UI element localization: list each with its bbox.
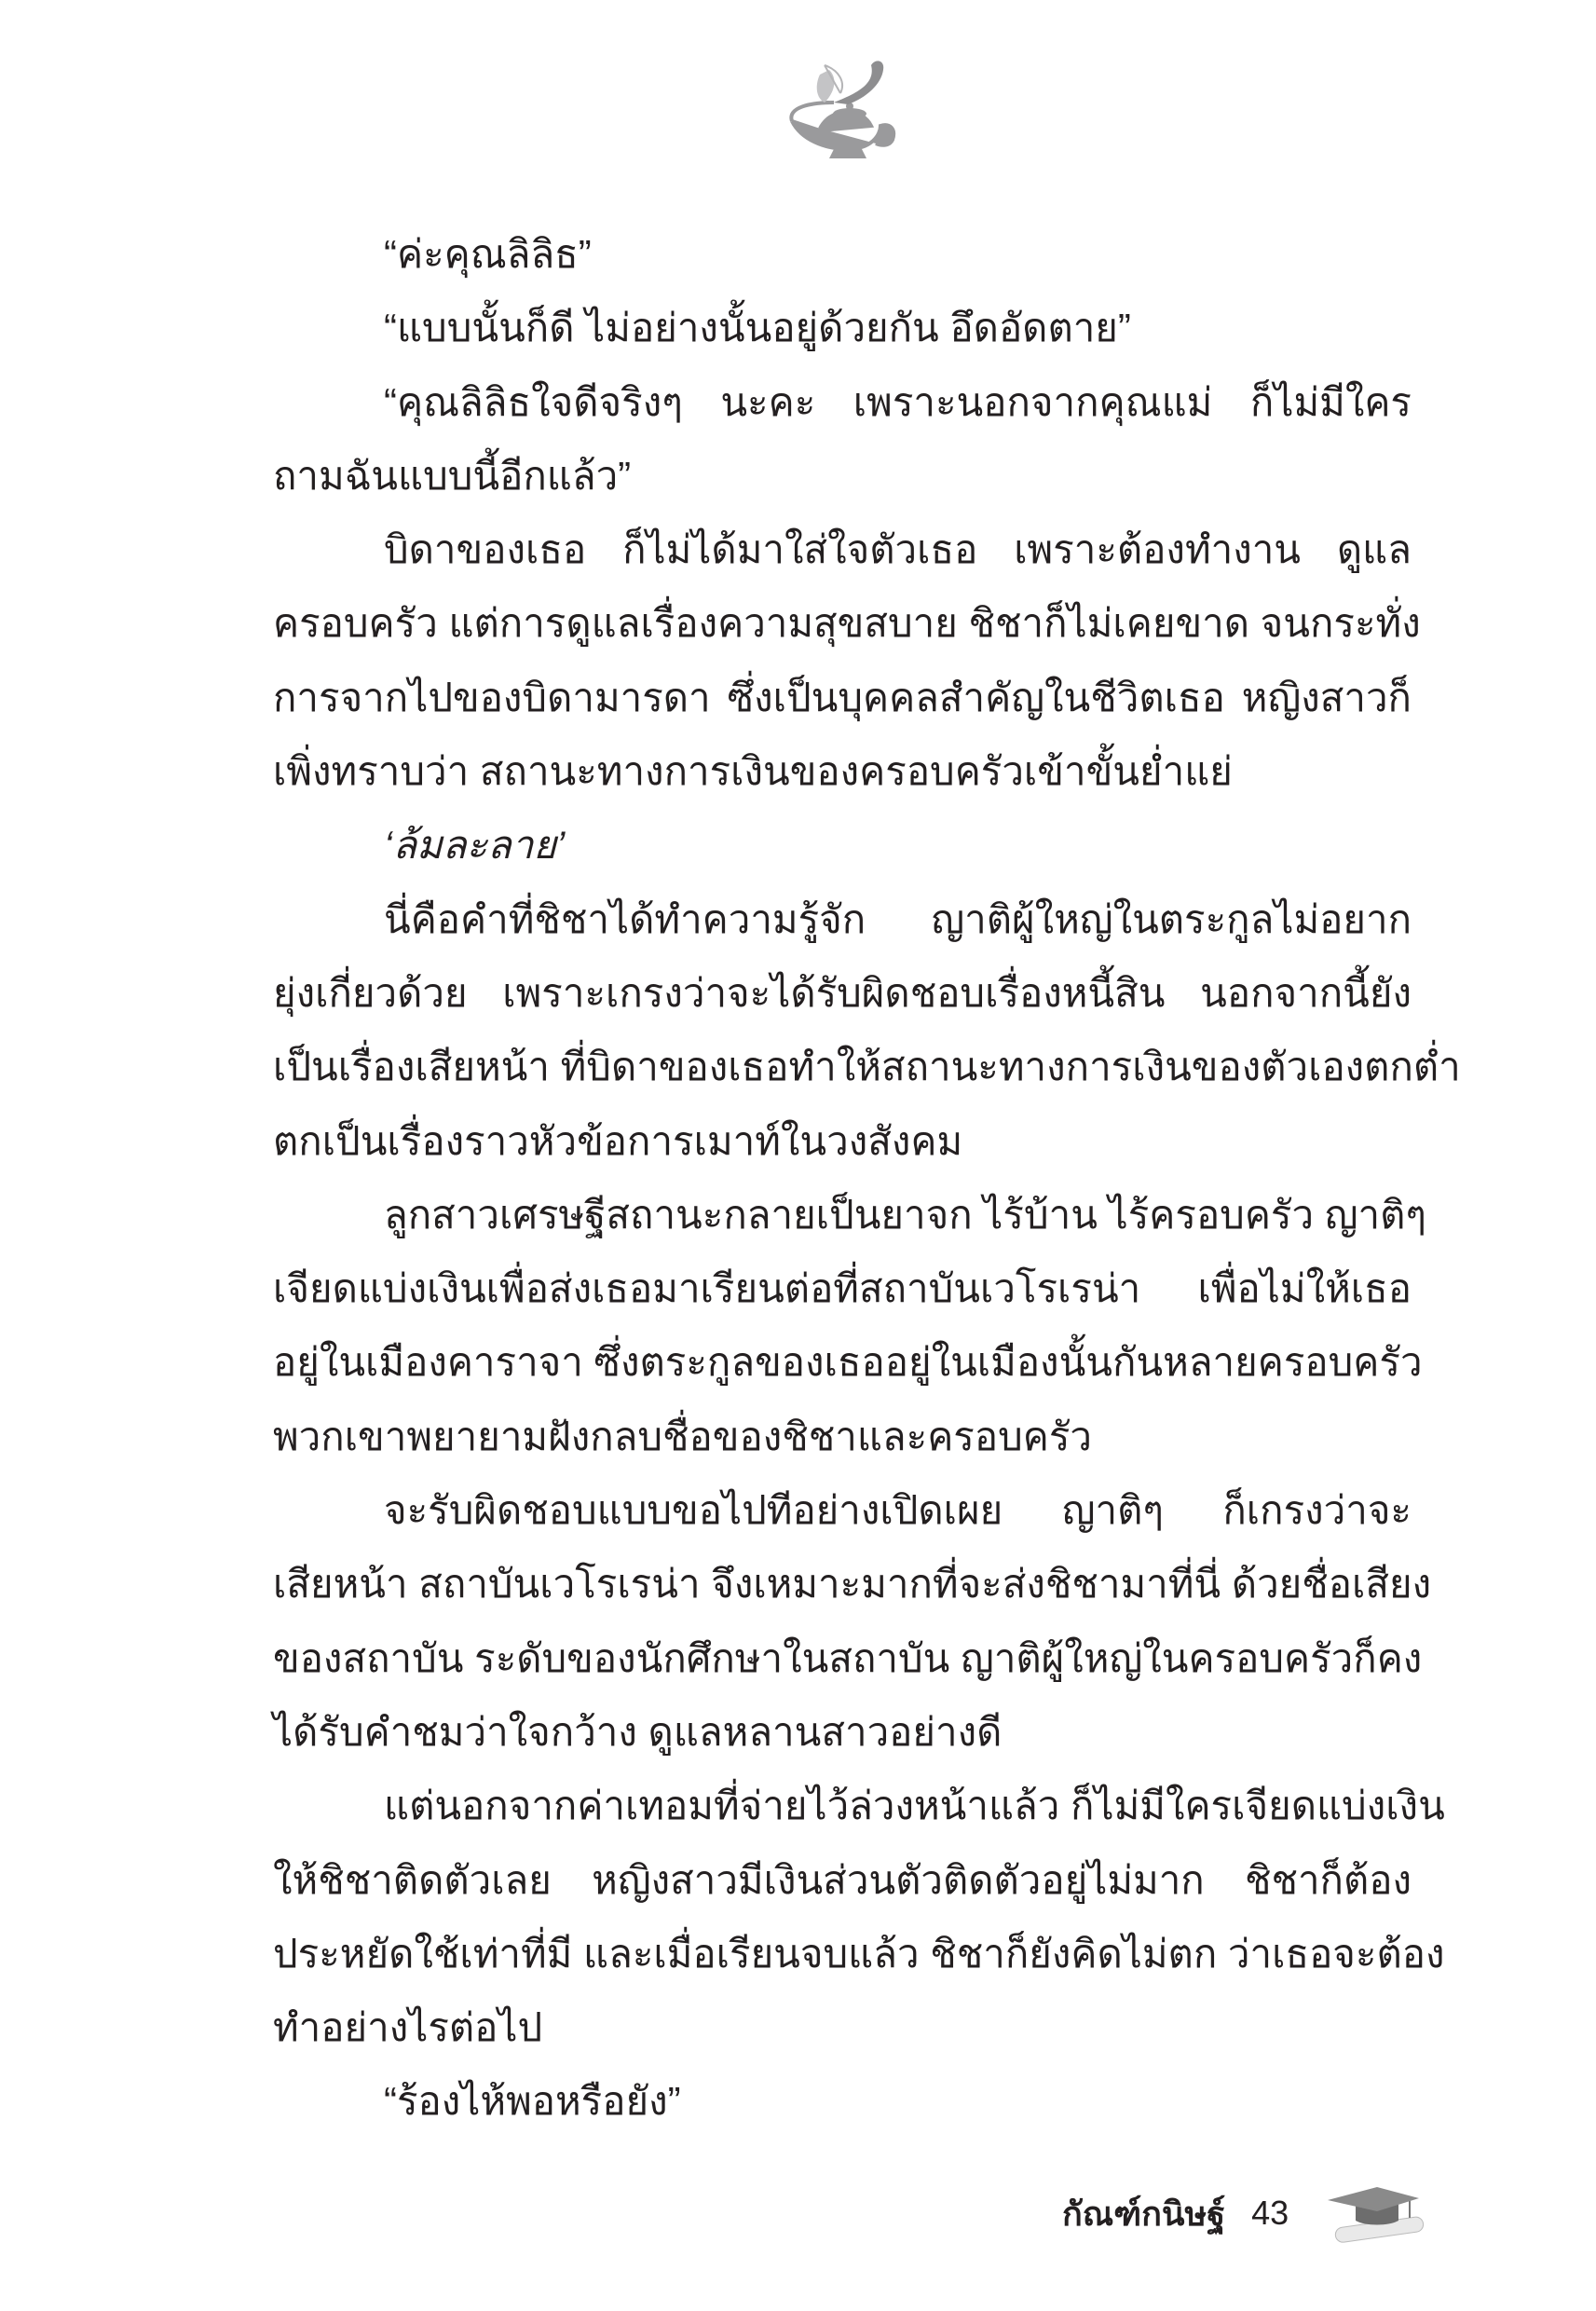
text-line: บิดาของเธอ ก็ไม่ได้มาใส่ใจตัวเธอ เพราะต้องทำงาน ดูแล	[384, 527, 1412, 572]
lamp-cupid-icon	[783, 56, 904, 172]
text-line: เป็นเรื่องเสียหน้า ที่บิดาของเธอทำให้สถานะทางการเงินของตัวเองตกต่ำ	[273, 1045, 1461, 1089]
text-line: ครอบครัว แต่การดูแลเรื่องความสุขสบาย ชิชาก็ไม่เคยขาด จนกระทั่ง	[273, 601, 1421, 646]
text-line: อยู่ในเมืองคาราจา ซึ่งตระกูลของเธออยู่ในเมืองนั้นกันหลายครอบครัว	[273, 1340, 1423, 1385]
text-line: ทำอย่างไรต่อไป	[273, 2005, 543, 2050]
paragraph	[273, 882, 1461, 1178]
text-line: จะรับผิดชอบแบบขอไปทีอย่างเปิดเผย ญาติๆ ก็เกรงว่าจะ	[384, 1488, 1412, 1533]
paragraph	[273, 365, 1412, 513]
text-line: เสียหน้า สถาบันเวโรเรน่า จึงเหมาะมากที่จะส่งชิชามาที่นี่ ด้วยชื่อเสียง	[273, 1562, 1432, 1607]
text-line: เพิ่งทราบว่า สถานะทางการเงินของครอบครัวเข้าขั้นย่ำแย่	[273, 749, 1233, 794]
text-line: ประหยัดใช้เท่าที่มี และเมื่อเรียนจบแล้ว ชิชาก็ยังคิดไม่ตก ว่าเธอจะต้อง	[273, 1931, 1445, 1976]
paragraph	[273, 808, 1412, 882]
text-line: การจากไปของบิดามารดา ซึ่งเป็นบุคคลสำคัญในชีวิตเธอ หญิงสาวก็	[273, 675, 1412, 719]
text-line: แต่นอกจากค่าเทอมที่จ่ายไว้ล่วงหน้าแล้ว ก็ไม่มีใครเจียดแบ่งเงิน	[384, 1784, 1445, 1828]
text-line: ลูกสาวเศรษฐีสถานะกลายเป็นยาจก ไร้บ้าน ไร้ครอบครัว ญาติๆ	[384, 1192, 1426, 1237]
text-line: ของสถาบัน ระดับของนักศึกษาในสถาบัน ญาติผู้ใหญ่ในครอบครัวก็คง	[273, 1635, 1423, 1680]
graduation-cap-diploma-icon	[1326, 2176, 1428, 2250]
paragraph	[273, 1769, 1445, 2064]
text-line: ตกเป็นเรื่องราวหัวข้อการเมาท์ในวงสังคม	[273, 1118, 963, 1163]
text-line: “คุณลิลิธใจดีจริงๆ นะคะ เพราะนอกจากคุณแม่ ก็ไม่มีใคร	[384, 379, 1412, 424]
text-line: ‘ล้มละลาย’	[384, 823, 566, 868]
text-line: พวกเขาพยายามฝังกลบชื่อของชิชาและครอบครัว	[273, 1414, 1092, 1458]
paragraph	[273, 513, 1421, 808]
body-text	[273, 217, 1461, 2139]
paragraph	[273, 1473, 1432, 1769]
book-title: กัณฑ์กนิษฐ์	[1062, 2194, 1226, 2233]
paragraph	[273, 1178, 1426, 1473]
text-line: ถามฉันแบบนี้อีกแล้ว”	[273, 453, 632, 498]
text-line: ให้ชิชาติดตัวเลย หญิงสาวมีเงินส่วนตัวติดตัวอยู่ไม่มาก ชิชาก็ต้อง	[273, 1857, 1412, 1902]
page-footer	[1062, 2176, 1428, 2250]
text-line: นี่คือคำที่ชิชาได้ทำความรู้จัก ญาติผู้ใหญ่ในตระกูลไม่อยาก	[384, 896, 1412, 941]
text-line: เจียดแบ่งเงินเพื่อส่งเธอมาเรียนต่อที่สถาบันเวโรเรน่า เพื่อไม่ให้เธอ	[273, 1266, 1412, 1311]
paragraph	[273, 2064, 1412, 2138]
page-number: 43	[1251, 2194, 1289, 2232]
paragraph	[273, 217, 1412, 291]
text-line: “ค่ะคุณลิลิธ”	[384, 232, 592, 276]
text-line: ยุ่งเกี่ยวด้วย เพราะเกรงว่าจะได้รับผิดชอบเรื่องหนี้สิน นอกจากนี้ยัง	[273, 970, 1412, 1015]
text-line: “ร้องไห้พอหรือยัง”	[384, 2079, 681, 2124]
paragraph	[273, 291, 1412, 364]
text-line: “แบบนั้นก็ดี ไม่อย่างนั้นอยู่ด้วยกัน อึดอัดตาย”	[384, 306, 1131, 350]
text-line: ได้รับคำชมว่าใจกว้าง ดูแลหลานสาวอย่างดี	[273, 1709, 1003, 1754]
